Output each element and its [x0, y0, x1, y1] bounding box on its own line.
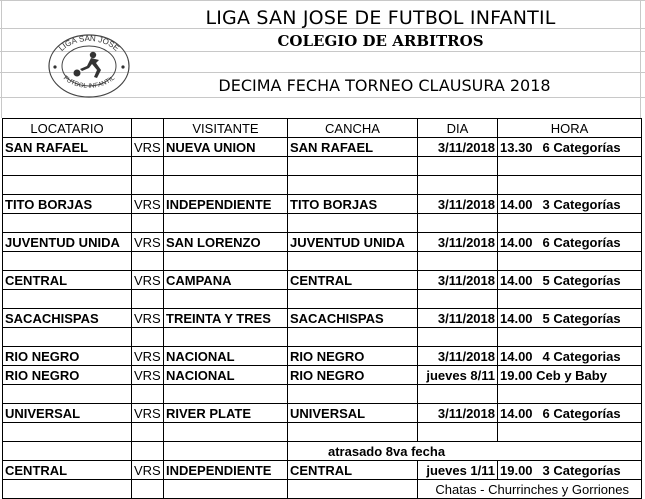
- empty-cell: [288, 328, 418, 347]
- empty-cell: [498, 328, 642, 347]
- empty-cell: [164, 214, 288, 233]
- home-team-cell: RIO NEGRO: [3, 347, 132, 366]
- late-footer-row: [3, 480, 642, 499]
- empty-cell: [498, 423, 642, 442]
- match-row: [3, 195, 642, 214]
- empty-cell: [164, 176, 288, 195]
- empty-cell: [3, 252, 132, 271]
- empty-cell: [132, 214, 164, 233]
- empty-cell: [164, 423, 288, 442]
- vs-cell: VRS: [132, 233, 164, 252]
- kickoff-time: 14.00: [500, 196, 533, 212]
- empty-cell: [418, 252, 498, 271]
- date-cell: 3/11/2018: [418, 309, 498, 328]
- match-row: [3, 461, 642, 480]
- away-team-cell: NUEVA UNION: [164, 138, 288, 157]
- empty-cell: [164, 442, 288, 461]
- away-team-cell: CAMPANA: [164, 271, 288, 290]
- grid-line: [0, 0, 645, 1]
- empty-cell: [164, 252, 288, 271]
- away-team-cell: NACIONAL: [164, 347, 288, 366]
- grid-line: [1, 0, 2, 118]
- match-row: [3, 138, 642, 157]
- col-header-dia: DIA: [418, 119, 498, 138]
- empty-cell: [498, 252, 642, 271]
- date-cell: 3/11/2018: [418, 138, 498, 157]
- empty-cell: [132, 442, 164, 461]
- referees-subtitle: COLEGIO DE ARBITROS: [277, 32, 484, 50]
- kickoff-time: 14.00: [500, 310, 533, 326]
- match-row: [3, 404, 642, 423]
- empty-cell: [132, 176, 164, 195]
- empty-cell: [498, 176, 642, 195]
- home-team-cell: TITO BORJAS: [3, 195, 132, 214]
- empty-cell: [288, 214, 418, 233]
- spacer-row: [3, 385, 642, 404]
- empty-cell: [3, 480, 132, 499]
- vs-cell: VRS: [132, 195, 164, 214]
- match-row: [3, 233, 642, 252]
- empty-cell: [498, 214, 642, 233]
- spacer-row: [3, 290, 642, 309]
- away-team-cell: NACIONAL: [164, 366, 288, 385]
- home-team-cell: CENTRAL: [3, 461, 132, 480]
- empty-cell: [3, 176, 132, 195]
- away-team-cell: RIVER PLATE: [164, 404, 288, 423]
- empty-cell: [418, 214, 498, 233]
- vs-cell: VRS: [132, 309, 164, 328]
- kickoff-time: 14.00: [500, 348, 533, 364]
- home-team-cell: SACACHISPAS: [3, 309, 132, 328]
- categories-label: 3 Categorías: [542, 462, 621, 478]
- kickoff-time: 13.30: [500, 139, 533, 155]
- time-cell: [498, 461, 642, 480]
- empty-cell: [164, 290, 288, 309]
- empty-cell: [3, 423, 132, 442]
- vs-cell: VRS: [132, 461, 164, 480]
- empty-cell: [132, 385, 164, 404]
- date-cell: jueves 8/11: [418, 366, 498, 385]
- round-title: DECIMA FECHA TORNEO CLAUSURA 2018: [218, 76, 551, 95]
- empty-cell: [418, 290, 498, 309]
- empty-cell: [132, 328, 164, 347]
- kickoff-time: 14.00: [500, 272, 533, 288]
- spacer-row: [3, 252, 642, 271]
- empty-cell: [288, 385, 418, 404]
- match-row: [3, 347, 642, 366]
- empty-cell: [498, 290, 642, 309]
- field-cell: CENTRAL: [288, 271, 418, 290]
- empty-cell: [288, 480, 418, 499]
- col-header-vs: [132, 119, 164, 138]
- field-cell: SACACHISPAS: [288, 309, 418, 328]
- time-cell: [498, 195, 642, 214]
- match-row: [3, 309, 642, 328]
- categories-label: 4 Categorias: [542, 348, 621, 364]
- categories-label: 3 Categorías: [542, 196, 621, 212]
- field-cell: UNIVERSAL: [288, 404, 418, 423]
- col-header-visitante: VISITANTE: [164, 119, 288, 138]
- date-cell: jueves 1/11: [418, 461, 498, 480]
- away-team-cell: INDEPENDIENTE: [164, 195, 288, 214]
- empty-cell: [132, 252, 164, 271]
- league-title: LIGA SAN JOSE DE FUTBOL INFANTIL: [205, 7, 556, 29]
- col-header-hora: HORA: [498, 119, 642, 138]
- spacer-row: [3, 423, 642, 442]
- empty-cell: [418, 423, 498, 442]
- time-cell: [498, 271, 642, 290]
- time-cell: [498, 366, 642, 385]
- home-team-cell: CENTRAL: [3, 271, 132, 290]
- date-cell: 3/11/2018: [418, 195, 498, 214]
- time-cell: [498, 138, 642, 157]
- col-header-locatario: LOCATARIO: [3, 119, 132, 138]
- vs-cell: VRS: [132, 347, 164, 366]
- kickoff-time: 14.00: [500, 234, 533, 250]
- date-cell: 3/11/2018: [418, 271, 498, 290]
- time-cell: [498, 404, 642, 423]
- empty-cell: [132, 480, 164, 499]
- empty-cell: [164, 480, 288, 499]
- vs-cell: VRS: [132, 271, 164, 290]
- categories-label: 6 Categorías: [542, 405, 621, 421]
- empty-cell: [418, 385, 498, 404]
- categories-label: 5 Categorías: [542, 272, 621, 288]
- home-team-cell: RIO NEGRO: [3, 366, 132, 385]
- empty-cell: [3, 385, 132, 404]
- field-cell: TITO BORJAS: [288, 195, 418, 214]
- svg-text:FUTBOL INFANTIL: FUTBOL INFANTIL: [61, 74, 117, 90]
- field-cell: RIO NEGRO: [288, 366, 418, 385]
- match-row: [3, 366, 642, 385]
- empty-cell: [3, 290, 132, 309]
- field-cell: CENTRAL: [288, 461, 418, 480]
- field-cell: RIO NEGRO: [288, 347, 418, 366]
- kickoff-time: 19.00: [500, 462, 533, 478]
- empty-cell: [288, 290, 418, 309]
- home-team-cell: SAN RAFAEL: [3, 138, 132, 157]
- field-cell: JUVENTUD UNIDA: [288, 233, 418, 252]
- away-team-cell: TREINTA Y TRES: [164, 309, 288, 328]
- empty-cell: [288, 157, 418, 176]
- spacer-row: [3, 214, 642, 233]
- empty-cell: [3, 157, 132, 176]
- empty-cell: [3, 442, 132, 461]
- date-cell: 3/11/2018: [418, 404, 498, 423]
- away-team-cell: SAN LORENZO: [164, 233, 288, 252]
- fixtures-table: [2, 118, 642, 499]
- empty-cell: [132, 290, 164, 309]
- league-logo: [47, 33, 131, 99]
- field-cell: SAN RAFAEL: [288, 138, 418, 157]
- time-cell: [498, 309, 642, 328]
- categories-label: 6 Categorías: [542, 234, 621, 250]
- match-row: [3, 271, 642, 290]
- late-note-row: [3, 442, 642, 461]
- spacer-row: [3, 176, 642, 195]
- header-row: [3, 119, 642, 138]
- empty-cell: [164, 328, 288, 347]
- empty-cell: [164, 157, 288, 176]
- home-team-cell: JUVENTUD UNIDA: [3, 233, 132, 252]
- late-round-note: atrasado 8va fecha: [288, 442, 642, 461]
- col-header-cancha: CANCHA: [288, 119, 418, 138]
- date-cell: 3/11/2018: [418, 233, 498, 252]
- categories-label: 6 Categorías: [542, 139, 621, 155]
- vs-cell: VRS: [132, 404, 164, 423]
- kickoff-time: 14.00: [500, 405, 533, 421]
- empty-cell: [132, 423, 164, 442]
- empty-cell: [418, 157, 498, 176]
- empty-cell: [288, 252, 418, 271]
- spacer-row: [3, 157, 642, 176]
- empty-cell: [132, 157, 164, 176]
- empty-cell: [418, 176, 498, 195]
- categories-label: 5 Categorías: [542, 310, 621, 326]
- late-categories-note: Chatas - Churrinches y Gorriones: [418, 480, 642, 499]
- date-cell: 3/11/2018: [418, 347, 498, 366]
- empty-cell: [288, 176, 418, 195]
- away-team-cell: INDEPENDIENTE: [164, 461, 288, 480]
- home-team-cell: UNIVERSAL: [3, 404, 132, 423]
- kickoff-time: 19.00 Ceb y Baby: [500, 367, 607, 383]
- spacer-row: [3, 328, 642, 347]
- empty-cell: [498, 157, 642, 176]
- empty-cell: [3, 214, 132, 233]
- time-cell: [498, 347, 642, 366]
- empty-cell: [288, 423, 418, 442]
- vs-cell: VRS: [132, 138, 164, 157]
- empty-cell: [498, 385, 642, 404]
- empty-cell: [418, 328, 498, 347]
- empty-cell: [3, 328, 132, 347]
- time-cell: [498, 233, 642, 252]
- vs-cell: VRS: [132, 366, 164, 385]
- empty-cell: [164, 385, 288, 404]
- svg-text:LIGA SAN JOSE: LIGA SAN JOSE: [57, 33, 121, 53]
